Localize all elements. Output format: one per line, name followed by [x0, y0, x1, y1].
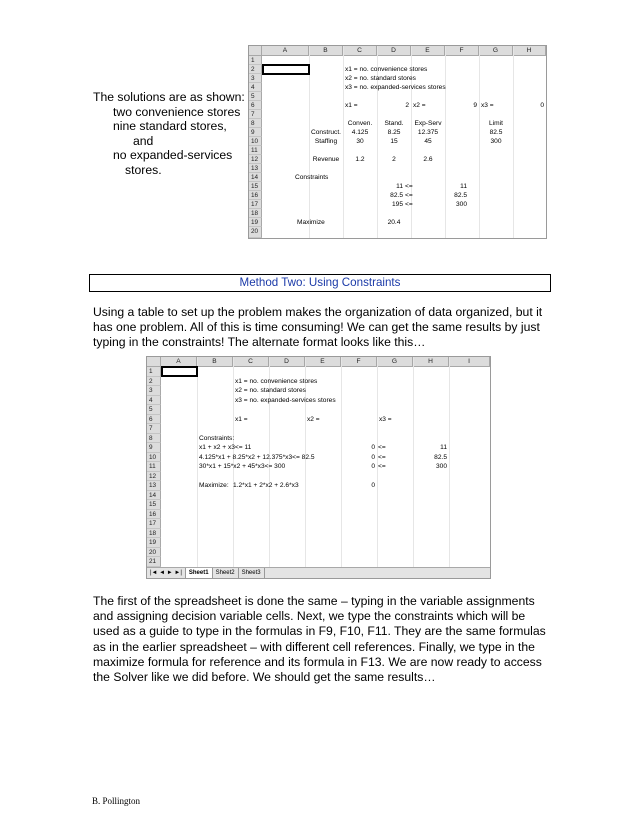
row-header-10[interactable]: 10: [147, 453, 161, 463]
intro-paragraph: Using a table to set up the problem makes the organization of data organized, but it has one problem. All of this is time consuming! We can get the same results by just typing in the constraints! The alternate format looks like this…: [93, 305, 543, 350]
row-header-13[interactable]: 13: [147, 481, 161, 491]
col-header-c[interactable]: C: [343, 46, 377, 56]
col-header-c[interactable]: C: [233, 357, 269, 367]
cell-b13[interactable]: Maximize:: [199, 482, 229, 489]
explanation-paragraph: The first of the spreadsheet is done the same – typing in the variable assignments and assigning decision variable cells. Next, we type the constraints which will be used as a guide to type in the formulas in F9, F10, F11. They are the same formulas as in the earlier spreadsheet – with different cell references. Finally, we type in the maximize formula for reference and its formula in F13. We are now ready to access the Solver like we did before. We should get the same results…: [93, 594, 546, 685]
cell-d19[interactable]: 20.4: [387, 219, 401, 226]
cell-g10[interactable]: <=: [378, 453, 386, 461]
cell-h10[interactable]: 82.5: [434, 453, 447, 461]
cell-c8[interactable]: Conven.: [347, 120, 373, 127]
col-header-f[interactable]: F: [341, 357, 377, 367]
row-header-8[interactable]: 8: [249, 119, 262, 128]
col-header-b[interactable]: B: [309, 46, 343, 56]
row-header-19[interactable]: 19: [249, 218, 262, 227]
cell-b12[interactable]: Revenue: [312, 156, 340, 163]
row-header-6[interactable]: 6: [249, 101, 262, 110]
cell-c13[interactable]: 1.2*x1 + 2*x2 + 2.6*x3: [233, 482, 299, 489]
row-header-7[interactable]: 7: [147, 424, 161, 434]
row-header-10[interactable]: 10: [249, 137, 262, 146]
row-header-4[interactable]: 4: [147, 396, 161, 406]
col-header-h[interactable]: H: [413, 357, 449, 367]
solutions-line-3: nine standard stores,: [113, 119, 227, 133]
cell-f15[interactable]: 11: [460, 183, 467, 190]
row-header-16[interactable]: 16: [249, 191, 262, 200]
cell-g6[interactable]: x3 =: [379, 415, 392, 423]
row-header-11[interactable]: 11: [249, 146, 262, 155]
cell-c12[interactable]: 1.2: [355, 156, 365, 163]
cell-b14[interactable]: Constraints: [295, 174, 329, 181]
cell-f13[interactable]: 0: [371, 482, 375, 489]
cell-f11[interactable]: 0: [371, 463, 375, 470]
row-header-14[interactable]: 14: [147, 491, 161, 501]
row-header-8[interactable]: 8: [147, 434, 161, 444]
row-header-18[interactable]: 18: [147, 529, 161, 539]
cell-e15[interactable]: <=: [405, 183, 413, 190]
row-header-16[interactable]: 16: [147, 510, 161, 520]
col-header-g[interactable]: G: [377, 357, 413, 367]
cell-d8[interactable]: Stand.: [384, 120, 404, 127]
row-header-15[interactable]: 15: [147, 500, 161, 510]
row-header-5[interactable]: 5: [249, 92, 262, 101]
tab-sheet1[interactable]: Sheet1: [186, 568, 213, 578]
cell-f6[interactable]: 9: [473, 102, 477, 109]
cell-e6[interactable]: x2 =: [307, 415, 320, 423]
cell-f16[interactable]: 82.5: [454, 192, 467, 199]
row-header-21[interactable]: 21: [147, 557, 161, 567]
cell-c2[interactable]: x1 = no. convenience stores: [345, 66, 428, 73]
cell-e8[interactable]: Exp-Serv: [414, 120, 442, 127]
cell-h11[interactable]: 300: [435, 463, 447, 470]
selected-cell-a2[interactable]: [262, 64, 310, 75]
cell-e6[interactable]: x2 =: [413, 102, 426, 109]
cell-d10[interactable]: 15: [390, 138, 398, 145]
tab-sheet3[interactable]: Sheet3: [239, 568, 265, 578]
cell-f10[interactable]: 0: [371, 453, 375, 461]
cell-f17[interactable]: 300: [455, 201, 467, 208]
cell-d9[interactable]: 8.25: [387, 129, 401, 136]
cell-c2[interactable]: x1 = no. convenience stores: [235, 377, 318, 385]
row-header-9[interactable]: 9: [147, 443, 161, 453]
cell-d16[interactable]: 82.5: [390, 192, 403, 199]
corner-header[interactable]: [249, 46, 262, 56]
row-header-3[interactable]: 3: [249, 74, 262, 83]
row-header-19[interactable]: 19: [147, 538, 161, 548]
cell-e17[interactable]: <=: [405, 201, 413, 208]
cell-c6[interactable]: x1 =: [345, 102, 358, 109]
row-header-1[interactable]: 1: [249, 56, 262, 65]
section-banner: Method Two: Using Constraints: [89, 274, 551, 292]
cell-g9[interactable]: 82.5: [489, 129, 503, 136]
cell-g9[interactable]: <=: [378, 444, 386, 451]
cell-e12[interactable]: 2.6: [423, 156, 433, 163]
cell-d17[interactable]: 195: [391, 201, 403, 208]
row-header-14[interactable]: 14: [249, 173, 262, 182]
cell-c3[interactable]: x2 = no. standard stores: [345, 75, 416, 82]
col-header-h[interactable]: H: [513, 46, 546, 56]
col-header-f[interactable]: F: [445, 46, 479, 56]
cell-b9[interactable]: x1 + x2 + x3<= 11: [199, 444, 252, 451]
sheet-nav-arrows[interactable]: |◄ ◄ ► ►|: [147, 568, 186, 578]
row-header-4[interactable]: 4: [249, 83, 262, 92]
row-header-17[interactable]: 17: [249, 200, 262, 209]
cell-g10[interactable]: 300: [490, 138, 502, 145]
cell-b10[interactable]: 4.125*x1 + 8.25*x2 + 12.375*x3<= 82.5: [199, 453, 315, 461]
cell-b8[interactable]: Constraints:: [199, 434, 235, 442]
cell-d12[interactable]: 2: [392, 156, 396, 163]
col-header-e[interactable]: E: [305, 357, 341, 367]
selected-cell-a1[interactable]: [161, 366, 198, 377]
solutions-text: [93, 90, 245, 177]
row-header-1[interactable]: 1: [147, 367, 161, 377]
cell-g6[interactable]: x3 =: [481, 102, 494, 109]
row-header-20[interactable]: 20: [147, 548, 161, 558]
cell-f9[interactable]: 0: [371, 444, 375, 451]
solutions-line-5: no expanded-services: [113, 148, 233, 162]
cell-b11[interactable]: 30*x1 + 15*x2 + 45*x3<= 300: [199, 463, 286, 470]
cell-d6[interactable]: 2: [405, 102, 409, 109]
cell-e9[interactable]: 12.375: [417, 129, 439, 136]
cell-e16[interactable]: <=: [405, 192, 413, 199]
spreadsheet-solution[interactable]: [248, 45, 547, 239]
row-header-20[interactable]: 20: [249, 227, 262, 238]
cell-c10[interactable]: 30: [356, 138, 364, 145]
row-header-5[interactable]: 5: [147, 405, 161, 415]
row-header-2[interactable]: 2: [249, 65, 262, 74]
row-header-15[interactable]: 15: [249, 182, 262, 191]
row-header-2[interactable]: 2: [147, 377, 161, 387]
row-header-18[interactable]: 18: [249, 209, 262, 218]
cell-b10[interactable]: Staffing: [314, 138, 338, 145]
cell-c6[interactable]: x1 =: [235, 415, 248, 423]
col-header-g[interactable]: G: [479, 46, 513, 56]
cell-g11[interactable]: <=: [378, 463, 386, 470]
cell-b9[interactable]: Construct.: [310, 129, 342, 136]
footer-author: B. Pollington: [92, 796, 141, 806]
col-header-d[interactable]: D: [377, 46, 411, 56]
cell-c4[interactable]: x3 = no. expanded-services stores: [345, 84, 446, 91]
solutions-line-2: two convenience stores: [113, 104, 241, 119]
solutions-line-1: The solutions are as shown:: [93, 90, 245, 104]
solutions-line-4: and: [133, 133, 154, 148]
row-header-11[interactable]: 11: [147, 462, 161, 472]
row-header-6[interactable]: 6: [147, 415, 161, 425]
tab-sheet2[interactable]: Sheet2: [213, 568, 239, 578]
sheet-tab-bar: [147, 567, 490, 578]
col-header-a[interactable]: A: [161, 357, 197, 367]
cell-c4[interactable]: x3 = no. expanded-services stores: [235, 396, 336, 404]
corner-header[interactable]: [147, 357, 161, 367]
col-header-d[interactable]: D: [269, 357, 305, 367]
row-header-12[interactable]: 12: [249, 155, 262, 164]
solutions-line-6: stores.: [125, 162, 162, 177]
col-header-i[interactable]: I: [449, 357, 490, 367]
cell-c9[interactable]: 4.125: [351, 129, 369, 136]
cell-c3[interactable]: x2 = no. standard stores: [235, 387, 306, 394]
col-header-b[interactable]: B: [197, 357, 233, 367]
row-header-12[interactable]: 12: [147, 472, 161, 482]
cell-b19[interactable]: Maximize: [297, 219, 325, 226]
cell-h9[interactable]: 11: [440, 444, 447, 451]
cell-d15[interactable]: 11: [396, 183, 403, 190]
col-header-a[interactable]: A: [262, 46, 309, 56]
row-header-9[interactable]: 9: [249, 128, 262, 137]
cell-g8[interactable]: Limit: [489, 120, 503, 127]
col-header-e[interactable]: E: [411, 46, 445, 56]
row-header-13[interactable]: 13: [249, 164, 262, 173]
row-header-7[interactable]: 7: [249, 110, 262, 119]
spreadsheet-constraints[interactable]: [146, 356, 491, 579]
cell-h6[interactable]: 0: [540, 102, 544, 109]
row-header-17[interactable]: 17: [147, 519, 161, 529]
cell-e10[interactable]: 45: [424, 138, 432, 145]
row-header-3[interactable]: 3: [147, 386, 161, 396]
